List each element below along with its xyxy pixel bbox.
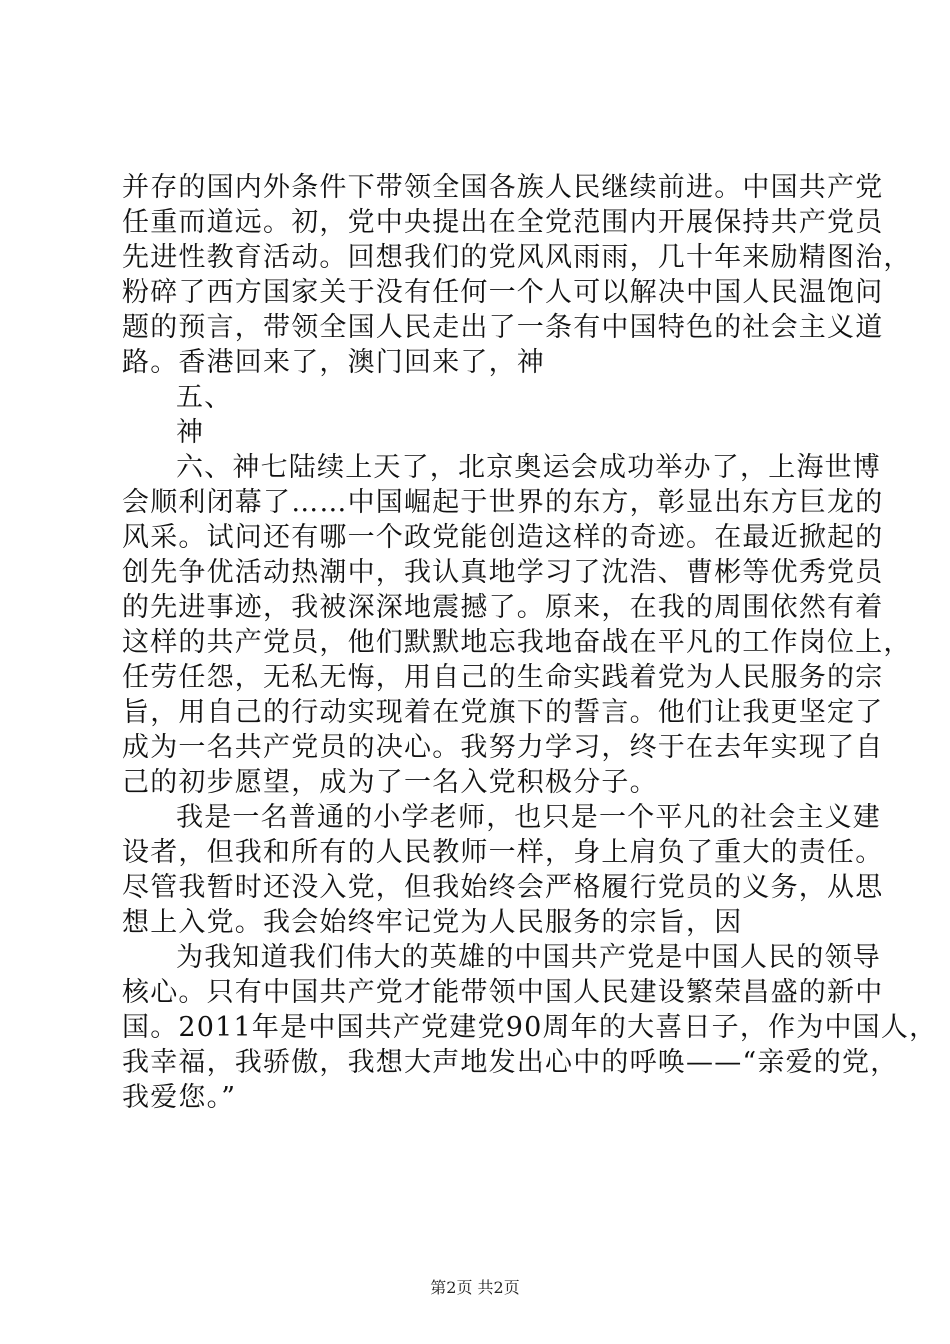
text-line: 想上入党。我会始终牢记党为人民服务的宗旨，因 bbox=[122, 907, 743, 938]
text-line: 国。2011年是中国共产党建党90周年的大喜日子，作为中国人， bbox=[122, 1012, 938, 1043]
text-line: 粉碎了西方国家关于没有任何一个人可以解决中国人民温饱问 bbox=[122, 277, 884, 308]
section-marker: 神 bbox=[176, 417, 205, 448]
text-line: 尽管我暂时还没入党，但我始终会严格履行党员的义务，从思 bbox=[122, 872, 884, 903]
text-line: 风采。试问还有哪一个政党能创造这样的奇迹。在最近掀起的 bbox=[122, 522, 884, 553]
text-line: 我爱您。” bbox=[122, 1082, 237, 1113]
text-line: 创先争优活动热潮中，我认真地学习了沈浩、曹彬等优秀党员 bbox=[122, 557, 884, 588]
paragraph-start: 我是一名普通的小学老师，也只是一个平凡的社会主义建 bbox=[176, 802, 881, 833]
text-line: 核心。只有中国共产党才能带领中国人民建设繁荣昌盛的新中 bbox=[122, 977, 884, 1008]
text-line: 的先进事迹，我被深深地震撼了。原来，在我的周围依然有着 bbox=[122, 592, 884, 623]
section-marker: 五、 bbox=[176, 382, 233, 413]
text-line: 我幸福，我骄傲，我想大声地发出心中的呼唤——“亲爱的党， bbox=[122, 1047, 899, 1078]
text-line: 任劳任怨，无私无悔，用自己的生命实践着党为人民服务的宗 bbox=[122, 662, 884, 693]
paragraph-start: 为我知道我们伟大的英雄的中国共产党是中国人民的领导 bbox=[176, 942, 881, 973]
text-line: 任重而道远。初，党中央提出在全党范围内开展保持共产党员 bbox=[122, 207, 884, 238]
text-line: 旨，用自己的行动实现着在党旗下的誓言。他们让我更坚定了 bbox=[122, 697, 884, 728]
text-line: 题的预言，带领全国人民走出了一条有中国特色的社会主义道 bbox=[122, 312, 884, 343]
paragraph-start: 六、神七陆续上天了，北京奥运会成功举办了，上海世博 bbox=[176, 452, 881, 483]
text-line: 路。香港回来了，澳门回来了，神 bbox=[122, 347, 545, 378]
document-body bbox=[122, 170, 938, 1115]
text-line: 先进性教育活动。回想我们的党风风雨雨，几十年来励精图治， bbox=[122, 242, 912, 273]
text-line: 这样的共产党员，他们默默地忘我地奋战在平凡的工作岗位上， bbox=[122, 627, 912, 658]
text-line: 成为一名共产党员的决心。我努力学习，终于在去年实现了自 bbox=[122, 732, 884, 763]
text-line: 设者，但我和所有的人民教师一样，身上肩负了重大的责任。 bbox=[122, 837, 884, 868]
text-line: 己的初步愿望，成为了一名入党积极分子。 bbox=[122, 767, 658, 798]
text-line: 并存的国内外条件下带领全国各族人民继续前进。中国共产党 bbox=[122, 172, 884, 203]
text-line: 会顺利闭幕了……中国崛起于世界的东方，彰显出东方巨龙的 bbox=[122, 487, 884, 518]
page-number-footer: 第2页 共2页 bbox=[430, 1278, 520, 1297]
